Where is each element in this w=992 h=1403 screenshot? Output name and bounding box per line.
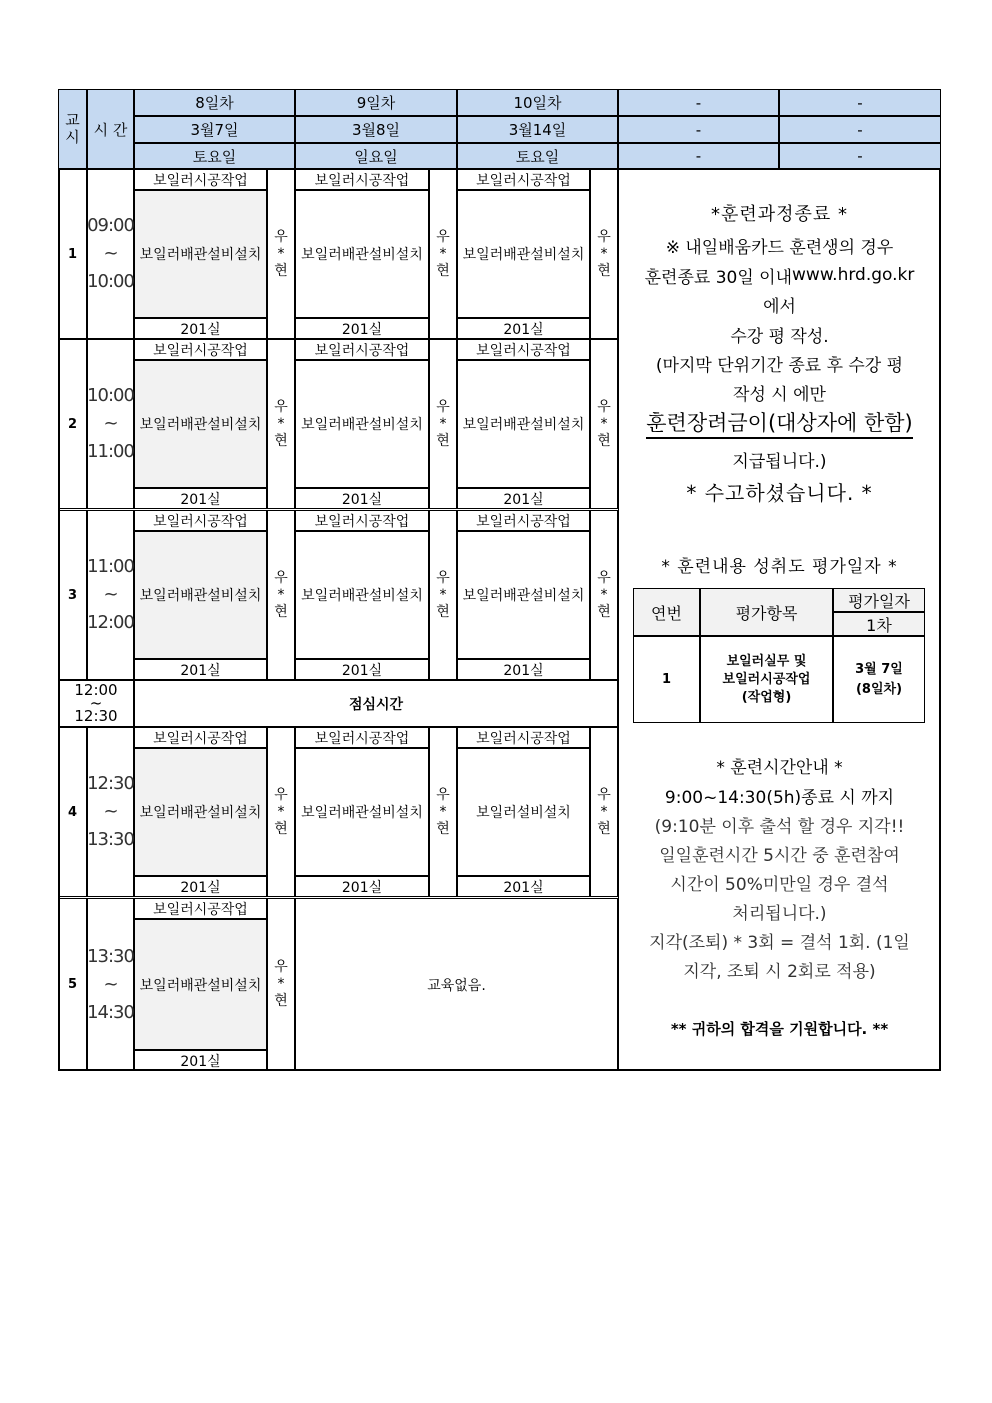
thanks-line: * 수고하셨습니다. * [686,480,873,505]
instructor-char: 우 [597,569,611,586]
subject-name: 보일러배관설비설치 [301,588,423,604]
subject-cell [457,190,590,318]
instructor-cell [267,727,295,897]
eval-col-date-text: 평가일자 [848,591,910,611]
instructor-cell [267,898,295,1071]
instructor-stack [436,787,450,838]
instructor-char: 우 [597,228,611,245]
instructor-char: 현 [597,262,611,279]
time-line: 처리됩니다.) [732,903,827,924]
period-time-line: 13:30 [87,945,134,967]
period-number-text: 4 [67,804,78,820]
instructor-char: 현 [436,603,450,620]
instructor-char: 현 [274,820,288,837]
header-day-cell [618,89,779,116]
room-cell [457,659,590,680]
period-number [58,339,87,509]
eval-col-date [833,588,925,612]
instructor-stack [436,229,450,280]
instructor-char: 우 [274,398,288,415]
header-weekday-cell [618,143,779,169]
instructor-char: 현 [274,262,288,279]
time-header [87,89,134,169]
period-number [58,727,87,897]
room-name: 201실 [503,491,544,508]
header-day-text: 10일차 [513,94,562,112]
room-cell [457,318,590,339]
course-name-cell [457,510,590,531]
room-name: 201실 [180,491,221,508]
subject-name: 보일러배관설비설치 [462,247,585,263]
course-name-cell [457,339,590,360]
instructor-stack [436,399,450,450]
period-time-stack [87,943,134,1027]
instructor-char: 현 [274,432,288,449]
instructor-char: * [600,803,608,820]
time-line: 시간이 50%미만일 경우 결석 [670,874,889,895]
room-name: 201실 [341,321,383,338]
instructor-char: * [439,586,447,603]
header-weekday-cell [134,143,295,169]
period-time-stack [87,212,134,296]
instructor-char: * [600,586,608,603]
instructor-stack [274,787,288,838]
instructor-char: 우 [436,398,450,415]
header-weekday-cell [779,143,941,169]
eval-row-date-line: (8일차) [855,681,903,697]
instructor-stack [436,570,450,621]
lunch-time-line: 12:00 [74,681,118,699]
room-name: 201실 [341,491,383,508]
instructor-char: 우 [597,786,611,803]
instructor-stack [274,959,288,1010]
course-name: 보일러시공작업 [314,513,410,530]
instructor-cell [429,510,457,680]
eval-col-no-text: 연번 [651,603,682,623]
room-cell [134,318,267,339]
time-line: 지각, 조퇴 시 2회로 적용) [683,961,876,982]
room-cell [295,659,429,680]
period-time-line: 12:30 [87,773,134,794]
header-weekday-text: 일요일 [354,147,398,166]
header-date-cell [779,116,941,143]
lunch-time-line: 12:30 [74,707,118,725]
instructor-char: 우 [436,228,450,245]
period-number-text: 2 [67,416,78,432]
room-name: 201실 [503,321,544,338]
period-time [87,898,134,1071]
room-cell [134,488,267,509]
subject-name: 보일러배관설비설치 [139,805,262,821]
eval-row-item-line: (작업형) [741,689,792,705]
header-date-cell [134,116,295,143]
period-time-line: ~ [103,973,118,995]
header-day-text: - [857,93,863,112]
instructor-char: 우 [274,959,288,975]
course-name: 보일러시공작업 [153,730,248,747]
instructor-char: * [277,803,285,820]
instructor-cell [429,169,457,339]
end-title: *훈련과정종료 * [710,204,849,225]
subject-name: 보일러배관설비설치 [139,417,262,433]
period-time-line: ~ [103,413,118,434]
room-name: 201실 [180,321,221,338]
room-cell [134,1050,267,1071]
period-number [58,169,87,339]
notice-line: (마지막 단위기간 종료 후 수강 평 [655,355,904,376]
header-day-cell [779,89,941,116]
period-number [58,510,87,680]
header-date-text: 3월7일 [190,121,239,139]
room-name: 201실 [180,662,221,679]
course-name-cell [457,727,590,748]
instructor-cell [267,510,295,680]
period-time [87,339,134,509]
instructor-char: * [439,245,447,262]
period-number-text: 5 [67,977,78,992]
instructor-char: 현 [436,262,450,279]
instructor-cell [267,169,295,339]
eval-col-no [633,588,700,636]
subject-cell [295,190,429,318]
eval-row-no [633,636,700,723]
instructor-cell [429,727,457,897]
instructor-stack [274,570,288,621]
eval-title: * 훈련내용 성취도 평가일자 * [661,556,898,577]
course-name-cell [134,510,267,531]
period-time [87,727,134,897]
hrd-link[interactable]: www.hrd.go.kr [792,265,915,285]
room-cell [134,876,267,897]
course-name-cell [134,339,267,360]
header-weekday-cell [295,143,457,169]
instructor-char: 우 [274,786,288,803]
instructor-stack [597,787,611,838]
instructor-char: 현 [597,820,611,837]
eval-row-date [833,636,925,723]
course-name: 보일러시공작업 [476,342,571,359]
period-time-line: 14:30 [87,1001,134,1023]
instructor-char: * [277,976,285,992]
header-date-text: - [695,120,702,139]
period-time-stack [87,553,134,637]
header-weekday-text: 토요일 [515,147,560,166]
subject-cell [295,531,429,659]
eval-col-round [833,612,925,636]
instructor-char: 우 [436,569,450,586]
instructor-cell [429,339,457,509]
eval-row-no-text: 1 [661,672,672,687]
subject-name: 보일러배관설비설치 [301,805,423,821]
course-name: 보일러시공작업 [314,730,410,747]
eval-col-item-text: 평가항목 [735,603,798,623]
header-day-cell [295,89,457,116]
subject-cell [134,360,267,488]
period-header-label: 교 시 [65,111,80,146]
course-name: 보일러시공작업 [476,730,571,747]
instructor-stack [274,229,288,280]
period-time-line: 12:00 [87,612,134,633]
eval-col-round-text: 1차 [866,615,892,635]
subject-name: 보일러배관설비설치 [139,247,262,263]
header-day-text: - [695,93,702,112]
subsidy-text: 훈련장려금이(대상자에 한함) [646,407,913,439]
eval-col-item [700,588,833,636]
subsidy-line [618,406,941,440]
header-day-cell [134,89,295,116]
instructor-cell [590,510,618,680]
subject-cell [134,531,267,659]
course-name: 보일러시공작업 [476,513,571,530]
subject-cell [295,360,429,488]
header-date-text: 3월14일 [508,121,567,139]
instructor-cell [267,339,295,509]
no-class-text: 교육없음. [427,977,486,994]
period-number [58,898,87,1071]
instructor-char: 현 [436,432,450,449]
header-date-cell [295,116,457,143]
period-time-line: ~ [103,243,118,264]
subject-cell [457,748,590,876]
header-date-cell [618,116,779,143]
course-name: 보일러시공작업 [153,342,248,359]
room-name: 201실 [180,1053,221,1070]
time-line: 9:00~14:30(5h)종료 시 까지 [664,787,895,808]
subject-cell [134,190,267,318]
course-name-cell [295,339,429,360]
header-date-cell [457,116,618,143]
course-name-cell [134,169,267,190]
period-time-line: 11:00 [87,556,134,577]
instructor-cell [590,169,618,339]
lunch-label: 점심시간 [348,696,404,713]
course-name: 보일러시공작업 [153,901,248,918]
lunch-time-stack [74,681,118,725]
instructor-char: 현 [274,603,288,620]
room-cell [295,876,429,897]
subject-name: 보일러배관설비설치 [301,417,423,433]
header-date-text: - [857,120,863,139]
header-weekday-text: 토요일 [192,147,237,166]
course-name-cell [295,169,429,190]
instructor-char: * [439,803,447,820]
course-name-cell [295,510,429,531]
period-time-line: ~ [103,801,118,822]
eval-row-date-line: 3월 7일 [855,661,903,677]
period-time [87,510,134,680]
time-line: (9:10분 이후 출석 할 경우 지각!! [654,816,905,837]
instructor-cell [590,339,618,509]
course-name-cell [134,898,267,919]
instructor-char: 현 [597,432,611,449]
course-name: 보일러시공작업 [153,172,248,189]
instructor-cell [590,727,618,897]
room-cell [457,488,590,509]
header-weekday-cell [457,143,618,169]
subject-name: 보일러배관설비설치 [139,588,262,604]
time-line: 일일훈련시간 5시간 중 훈련참여 [659,845,900,866]
instructor-stack [597,399,611,450]
subject-name: 보일러배관설비설치 [462,417,585,433]
room-name: 201실 [503,662,544,679]
notice-line: 작성 시 에만 [733,384,826,405]
eval-row-item [700,636,833,723]
eval-row-item-line: 보일러시공작업 [722,671,811,687]
room-cell [295,318,429,339]
room-name: 201실 [341,879,383,896]
course-name-cell [457,169,590,190]
notice-text: 훈련종료 30일 이내 [644,267,793,288]
header-weekday-text: - [857,147,863,165]
period-time-line: 10:00 [87,385,134,406]
instructor-char: 우 [436,786,450,803]
room-cell [295,488,429,509]
lunch-cell [134,680,618,727]
subject-cell [295,748,429,876]
header-weekday-text: - [695,147,702,165]
course-name: 보일러시공작업 [314,342,410,359]
course-name: 보일러시공작업 [153,513,248,530]
period-time-stack [87,770,134,854]
instructor-char: * [600,415,608,432]
subject-cell [457,531,590,659]
notice-line: ※ 내일배움카드 훈련생의 경우 [665,237,894,258]
instructor-char: * [277,415,285,432]
instructor-stack [597,570,611,621]
header-day-text: 8일차 [195,94,234,112]
subject-cell [134,748,267,876]
instructor-stack [274,399,288,450]
subject-name: 보일러배관설비설치 [462,588,585,604]
lunch-time-line: ~ [89,694,103,712]
period-time [87,169,134,339]
lunch-time [58,680,134,727]
course-name: 보일러시공작업 [476,172,571,189]
period-time-line: 13:30 [87,829,134,850]
subject-name: 보일러배관설비설치 [301,247,423,263]
room-name: 201실 [341,662,383,679]
instructor-char: 우 [274,228,288,245]
instructor-char: * [439,415,447,432]
instructor-char: 우 [274,569,288,586]
subject-name: 보일러배관설비설치 [139,977,262,994]
period-number-text: 1 [67,246,78,262]
period-time-stack [87,382,134,466]
time-header-label: 시 간 [93,120,128,139]
notice-line: 수강 평 작성. [730,326,829,347]
room-name: 201실 [180,879,221,896]
header-date-text: 3월8일 [351,121,401,139]
room-cell [134,659,267,680]
instructor-char: * [277,586,285,603]
period-time-line: 11:00 [87,441,134,462]
course-name: 보일러시공작업 [314,172,410,189]
course-name-cell [134,727,267,748]
subject-cell [457,360,590,488]
instructor-char: 우 [597,398,611,415]
subject-cell [134,919,267,1050]
notice-line: 지급됩니다.) [732,451,827,472]
instructor-char: 현 [436,820,450,837]
closing-line: ** 귀하의 합격을 기원합니다. ** [670,1019,889,1038]
room-name: 201실 [503,879,544,896]
notice-line-link [618,260,941,290]
room-cell [457,876,590,897]
period-header [58,89,87,169]
period-time-line: ~ [103,584,118,605]
period-time-line: 10:00 [87,271,134,292]
instructor-char: * [600,245,608,262]
instructor-stack [597,229,611,280]
instructor-char: 현 [597,603,611,620]
instructor-char: 현 [274,993,288,1009]
notice-line: 에서 [763,296,796,317]
header-day-text: 9일차 [356,94,396,112]
period-number-text: 3 [67,587,78,603]
no-class-cell [295,898,618,1071]
instructor-char: * [277,245,285,262]
subject-name: 보일러설비설치 [476,805,571,821]
header-day-cell [457,89,618,116]
time-title: * 훈련시간안내 * [716,757,843,778]
time-line: 지각(조퇴) * 3회 = 결석 1회. (1일 [649,932,910,953]
course-name-cell [295,727,429,748]
eval-row-item-line: 보일러실무 및 [726,653,807,669]
period-time-line: 09:00 [87,215,134,236]
